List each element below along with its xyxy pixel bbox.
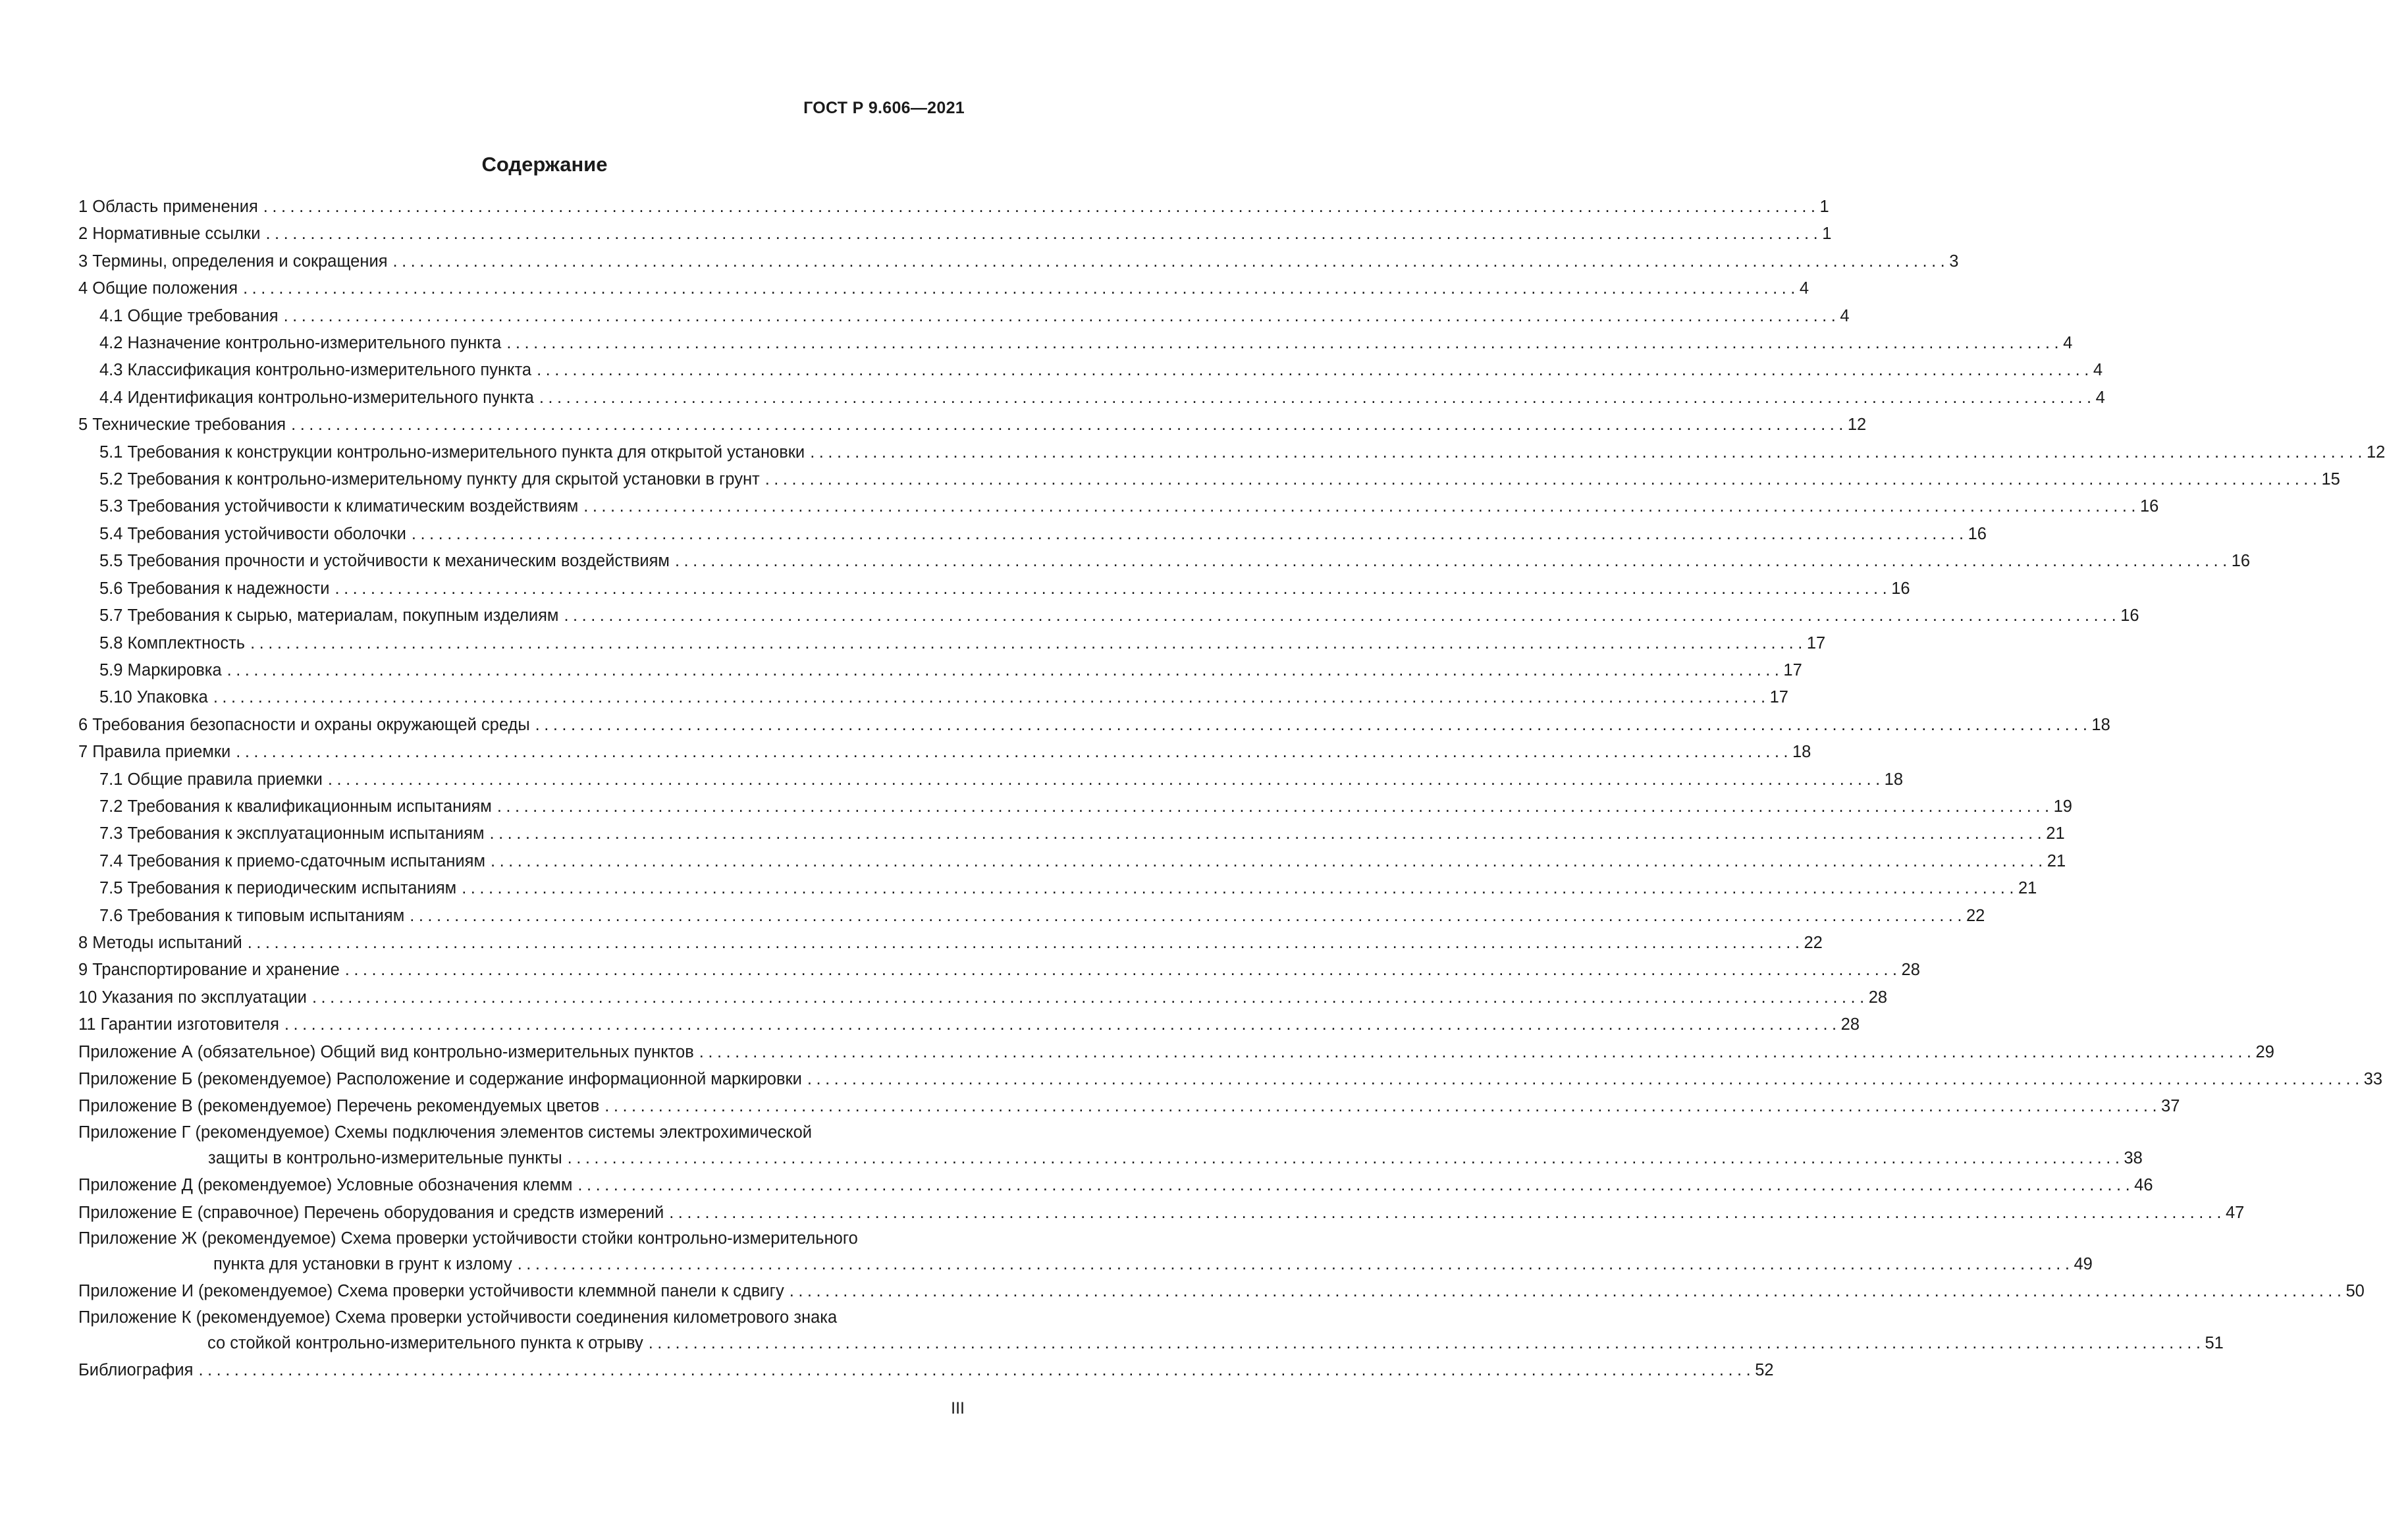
toc-entry-page: 22 xyxy=(1804,933,1823,952)
toc-entry[interactable] xyxy=(78,1093,2180,1120)
toc-entry-label: 1 Область применения xyxy=(78,194,263,221)
toc-entry-page: 47 xyxy=(2225,1203,2245,1222)
toc-leader-dots: .............................................................................................................................................................................. xyxy=(583,497,2140,516)
toc-entry-label: 8 Методы испытаний xyxy=(78,930,248,957)
toc-leader-dots: .............................................................................................................................................................................. xyxy=(648,1333,2205,1352)
toc-entry-label: 7 Правила приемки xyxy=(78,739,236,766)
toc-entry-label: Приложение Ж (рекомендуемое) Схема проверки устойчивости стойки контрольно-измерительного xyxy=(78,1229,858,1248)
toc-entry[interactable] xyxy=(78,1357,1774,1384)
toc-subentry[interactable] xyxy=(78,330,2073,357)
toc-entry-label: 4 Общие положения xyxy=(78,275,243,302)
toc-leader-dots: .............................................................................................................................................................................. xyxy=(335,579,1892,598)
toc-leader-dots: .............................................................................................................................................................................. xyxy=(564,606,2121,625)
toc-entry-multiline[interactable] xyxy=(78,1227,2093,1278)
toc-leader-dots: .............................................................................................................................................................................. xyxy=(567,1148,2124,1167)
toc-leader-dots: .............................................................................................................................................................................. xyxy=(327,770,1885,789)
toc-entry-label: 7.2 Требования к квалификационным испытаниям xyxy=(99,793,497,820)
toc-entry-page: 16 xyxy=(2231,552,2251,571)
toc-entry-label: Приложение И (рекомендуемое) Схема проверки устойчивости клеммной панели к сдвигу xyxy=(78,1278,790,1305)
toc-entry-label: 4.4 Идентификация контрольно-измерительного пункта xyxy=(99,385,539,412)
page-title: Содержание xyxy=(481,153,608,176)
toc-entry-page: 12 xyxy=(2366,442,2385,462)
toc-subentry[interactable] xyxy=(78,793,2072,820)
toc-leader-dots: .............................................................................................................................................................................. xyxy=(539,388,2096,407)
toc-entry-label: Приложение А (обязательное) Общий вид контрольно-измерительных пунктов xyxy=(78,1039,699,1066)
toc-entry-page: 21 xyxy=(2046,824,2065,843)
toc-leader-dots: .............................................................................................................................................................................. xyxy=(311,988,1869,1007)
toc-entry-label: 5.4 Требования устойчивости оболочки xyxy=(99,521,412,548)
toc-leader-dots: .............................................................................................................................................................................. xyxy=(764,470,2322,489)
toc-leader-dots: .............................................................................................................................................................................. xyxy=(506,334,2064,353)
toc-entry-page: 15 xyxy=(2321,470,2340,489)
toc-leader-dots: .............................................................................................................................................................................. xyxy=(699,1042,2256,1061)
toc-leader-dots: .............................................................................................................................................................................. xyxy=(263,198,1820,216)
toc-subentry[interactable] xyxy=(78,657,1802,684)
toc-entry-page: 50 xyxy=(2345,1282,2365,1301)
toc-entry[interactable] xyxy=(78,984,1888,1011)
toc-leader-dots: .............................................................................................................................................................................. xyxy=(810,442,2367,462)
toc-leader-dots: .............................................................................................................................................................................. xyxy=(236,743,1792,762)
toc-entry-page: 52 xyxy=(1755,1361,1774,1380)
toc-entry-label: Приложение В (рекомендуемое) Перечень рекомендуемых цветов xyxy=(78,1093,604,1120)
toc-entry-continuation xyxy=(78,1251,2093,1278)
toc-entry-label: 5.8 Комплектность xyxy=(99,630,250,657)
toc-leader-dots: .............................................................................................................................................................................. xyxy=(247,933,1804,952)
toc-subentry[interactable] xyxy=(78,303,1850,330)
toc-entry-label: 6 Требования безопасности и охраны окружающей среды xyxy=(78,712,535,739)
toc-leader-dots: .............................................................................................................................................................................. xyxy=(243,279,1800,298)
toc-entry[interactable] xyxy=(78,194,1829,221)
toc-subentry[interactable] xyxy=(78,493,2159,520)
toc-entry[interactable] xyxy=(78,275,1809,302)
toc-entry-label: 5.2 Требования к контрольно-измерительному пункту для скрытой установки в грунт xyxy=(99,466,765,493)
toc-entry-label: 7.4 Требования к приемо-сдаточным испытаниям xyxy=(99,848,491,875)
toc-entry-page: 46 xyxy=(2134,1176,2153,1195)
toc-leader-dots: .............................................................................................................................................................................. xyxy=(284,1015,1841,1034)
toc-entry-page: 29 xyxy=(2255,1042,2274,1061)
toc-entry[interactable] xyxy=(78,712,2110,739)
toc-entry-continuation xyxy=(78,1330,2224,1357)
toc-entry-label-continued: защиты в контрольно-измерительные пункты xyxy=(208,1145,568,1172)
toc-entry-label: 5.3 Требования устойчивости к климатическим воздействиям xyxy=(99,493,583,520)
toc-entry-page: 21 xyxy=(2018,879,2037,898)
toc-entry-page: 37 xyxy=(2161,1097,2180,1116)
toc-entry-label: Приложение Д (рекомендуемое) Условные обозначения клемм xyxy=(78,1172,577,1199)
toc-entry-label: 7.5 Требования к периодическим испытаниям xyxy=(99,875,462,902)
table-of-contents xyxy=(78,194,2385,1385)
toc-subentry[interactable] xyxy=(78,766,1904,793)
toc-leader-dots: .............................................................................................................................................................................. xyxy=(489,824,2047,843)
toc-entry-page: 18 xyxy=(1884,770,1904,789)
toc-entry-label: Приложение Г (рекомендуемое) Схемы подключения элементов системы электрохимической xyxy=(78,1123,813,1142)
toc-entry-page: 18 xyxy=(1792,743,1811,762)
toc-entry-label: 4.1 Общие требования xyxy=(99,303,284,330)
toc-entry[interactable] xyxy=(78,1039,2274,1066)
toc-subentry[interactable] xyxy=(78,385,2105,412)
toc-entry-label: Приложение Е (справочное) Перечень оборудования и средств измерений xyxy=(78,1200,669,1227)
toc-entry-page: 16 xyxy=(2140,497,2159,516)
toc-entry-label: 5.6 Требования к надежности xyxy=(99,575,335,602)
toc-subentry[interactable] xyxy=(78,466,2340,493)
toc-leader-dots: .............................................................................................................................................................................. xyxy=(517,1255,2074,1274)
toc-entry[interactable] xyxy=(78,930,1823,957)
toc-entry[interactable] xyxy=(78,1172,2153,1199)
toc-entry[interactable] xyxy=(78,957,1920,984)
toc-entry-page: 17 xyxy=(1783,660,1802,679)
toc-entry[interactable] xyxy=(78,221,1832,248)
toc-entry-label: 5.10 Упаковка xyxy=(99,684,213,711)
toc-leader-dots: .............................................................................................................................................................................. xyxy=(535,715,2092,734)
toc-subentry[interactable] xyxy=(78,357,2103,384)
toc-entry-label: 11 Гарантии изготовителя xyxy=(78,1011,284,1038)
toc-entry-page: 38 xyxy=(2124,1148,2143,1167)
toc-entry-label: 7.6 Требования к типовым испытаниям xyxy=(99,903,410,930)
toc-leader-dots: .............................................................................................................................................................................. xyxy=(213,688,1770,707)
toc-entry-page: 1 xyxy=(1822,225,1832,244)
toc-leader-dots: .............................................................................................................................................................................. xyxy=(227,660,1784,679)
toc-leader-dots: .............................................................................................................................................................................. xyxy=(198,1361,1755,1380)
toc-subentry[interactable] xyxy=(78,630,1826,657)
toc-leader-dots: .............................................................................................................................................................................. xyxy=(604,1097,2162,1116)
toc-leader-dots: .............................................................................................................................................................................. xyxy=(577,1176,2135,1195)
toc-entry-page: 4 xyxy=(2093,361,2103,380)
toc-entry-label: 5.7 Требования к сырью, материалам, покупным изделиям xyxy=(99,602,564,629)
toc-entry-label: 7.3 Требования к эксплуатационным испытаниям xyxy=(99,820,490,847)
toc-leader-dots: .............................................................................................................................................................................. xyxy=(344,961,1902,980)
toc-leader-dots: .............................................................................................................................................................................. xyxy=(411,524,1968,543)
toc-entry-multiline[interactable] xyxy=(78,1121,2143,1172)
toc-entry-label: 7.1 Общие правила приемки xyxy=(99,766,328,793)
toc-entry[interactable] xyxy=(78,248,1959,275)
toc-entry-page: 12 xyxy=(1847,415,1867,435)
document-code: ГОСТ Р 9.606—2021 xyxy=(803,99,965,117)
toc-subentry[interactable] xyxy=(78,521,1987,548)
toc-leader-dots: .............................................................................................................................................................................. xyxy=(265,225,1823,244)
toc-entry-label: 5.1 Требования к конструкции контрольно-измерительного пункта для открытой установки xyxy=(99,439,810,466)
toc-entry-page: 17 xyxy=(1769,688,1788,707)
toc-subentry[interactable] xyxy=(78,575,1910,602)
toc-entry-label: 5.9 Маркировка xyxy=(99,657,227,684)
toc-entry-page: 19 xyxy=(2053,797,2072,816)
toc-entry-page: 28 xyxy=(1901,961,1920,980)
toc-entry[interactable] xyxy=(78,1200,2245,1227)
toc-leader-dots: .............................................................................................................................................................................. xyxy=(789,1282,2346,1301)
toc-entry-page: 21 xyxy=(2047,851,2066,870)
toc-entry-label-continued: пункта для установки в грунт к излому xyxy=(213,1251,518,1278)
toc-leader-dots: .............................................................................................................................................................................. xyxy=(410,906,1966,925)
toc-leader-dots: .............................................................................................................................................................................. xyxy=(392,252,1950,271)
toc-entry-page: 16 xyxy=(1891,579,1910,598)
toc-entry-page: 4 xyxy=(1840,306,1850,325)
toc-entry-multiline[interactable] xyxy=(78,1306,2224,1357)
toc-entry-label: Библиография xyxy=(78,1357,198,1384)
toc-entry[interactable] xyxy=(78,1278,2365,1305)
toc-entry-label: Приложение К (рекомендуемое) Схема проверки устойчивости соединения километрового знака xyxy=(78,1308,838,1327)
toc-entry-label: 9 Транспортирование и хранение xyxy=(78,957,345,984)
toc-subentry[interactable] xyxy=(78,820,2065,847)
toc-entry-page: 4 xyxy=(2095,388,2105,407)
toc-subentry[interactable] xyxy=(78,903,1985,930)
toc-entry-page: 17 xyxy=(1806,633,1826,652)
toc-leader-dots: .............................................................................................................................................................................. xyxy=(491,851,2047,870)
toc-entry-page: 18 xyxy=(2091,715,2110,734)
toc-entry-page: 33 xyxy=(2363,1070,2383,1088)
toc-subentry[interactable] xyxy=(78,602,2139,629)
toc-entry-page: 22 xyxy=(1966,906,1985,925)
toc-leader-dots: .............................................................................................................................................................................. xyxy=(674,552,2232,571)
toc-entry-label: 5 Технические требования xyxy=(78,412,291,438)
toc-entry-label: 2 Нормативные ссылки xyxy=(78,221,265,248)
toc-entry-page: 49 xyxy=(2074,1255,2093,1274)
toc-entry-page: 16 xyxy=(1968,524,1987,543)
toc-leader-dots: .............................................................................................................................................................................. xyxy=(537,361,2093,380)
toc-entry-page: 4 xyxy=(2063,334,2073,353)
toc-entry[interactable] xyxy=(78,739,1811,766)
toc-leader-dots: .............................................................................................................................................................................. xyxy=(496,797,2054,816)
toc-entry-label: 4.3 Классификация контрольно-измерительного пункта xyxy=(99,357,537,384)
toc-entry-page: 1 xyxy=(1819,198,1829,216)
toc-subentry[interactable] xyxy=(78,848,2066,875)
page-number: III xyxy=(951,1399,965,1418)
toc-entry-page: 28 xyxy=(1868,988,1888,1007)
toc-leader-dots: .............................................................................................................................................................................. xyxy=(807,1070,2364,1088)
toc-entry-label: 4.2 Назначение контрольно-измерительного пункта xyxy=(99,330,506,357)
toc-subentry[interactable] xyxy=(78,875,2037,902)
toc-entry-label: 5.5 Требования прочности и устойчивости к механическим воздействиям xyxy=(99,548,675,575)
toc-entry[interactable] xyxy=(78,1066,2383,1093)
toc-entry-page: 28 xyxy=(1840,1015,1860,1034)
toc-subentry[interactable] xyxy=(78,548,2251,575)
toc-entry-label: 10 Указания по эксплуатации xyxy=(78,984,312,1011)
toc-entry-page: 4 xyxy=(1799,279,1809,298)
toc-subentry[interactable] xyxy=(78,439,2385,466)
toc-entry-continuation xyxy=(78,1145,2143,1172)
toc-leader-dots: .............................................................................................................................................................................. xyxy=(283,306,1840,325)
toc-entry-page: 3 xyxy=(1949,252,1959,271)
toc-entry-page: 51 xyxy=(2205,1333,2224,1352)
toc-entry-label-continued: со стойкой контрольно-измерительного пункта к отрыву xyxy=(207,1330,649,1357)
toc-leader-dots: .............................................................................................................................................................................. xyxy=(250,633,1807,652)
toc-entry-label: 3 Термины, определения и сокращения xyxy=(78,248,393,275)
toc-entry-label: Приложение Б (рекомендуемое) Расположение и содержание информационной маркировки xyxy=(78,1066,807,1093)
toc-leader-dots: .............................................................................................................................................................................. xyxy=(462,879,2018,898)
toc-leader-dots: .............................................................................................................................................................................. xyxy=(669,1203,2226,1222)
toc-subentry[interactable] xyxy=(78,684,1788,711)
toc-entry[interactable] xyxy=(78,1011,1860,1038)
toc-entry[interactable] xyxy=(78,412,1867,438)
toc-entry-page: 16 xyxy=(2120,606,2139,625)
toc-leader-dots: .............................................................................................................................................................................. xyxy=(291,415,1848,435)
